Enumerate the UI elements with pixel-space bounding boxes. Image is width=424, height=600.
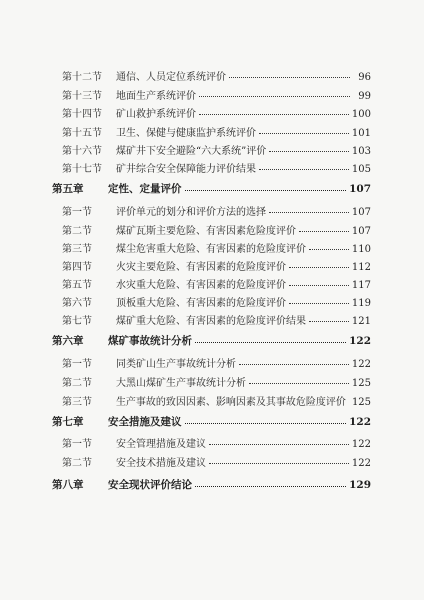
toc-chapter xyxy=(52,333,371,346)
toc-entry-number: 第四节 xyxy=(62,262,92,273)
toc-entry-page: 105 xyxy=(351,164,371,175)
toc-entry-page: 122 xyxy=(351,439,371,450)
toc-entry-number: 第十三节 xyxy=(62,91,102,102)
toc-entry-title: 通信、人员定位系统评价 xyxy=(116,72,226,83)
dot-leader xyxy=(289,285,349,286)
toc-entry xyxy=(52,454,371,467)
toc-entry-page: 121 xyxy=(351,316,371,327)
toc-entry-page: 103 xyxy=(351,146,371,157)
toc-entry-number: 第一节 xyxy=(62,359,92,370)
toc-entry-title: 安全管理措施及建议 xyxy=(116,439,206,450)
toc-entry-title: 煤矿井下安全避险“六大系统”评价 xyxy=(116,146,267,157)
toc-entry-page: 110 xyxy=(351,244,371,255)
toc-entry-title: 大黑山煤矿生产事故统计分析 xyxy=(116,378,246,389)
toc-chapter-number: 第八章 xyxy=(52,479,84,491)
toc-chapter-page: 107 xyxy=(349,183,371,195)
dot-leader xyxy=(199,96,350,97)
dot-leader xyxy=(289,267,349,268)
toc-entry-number: 第二节 xyxy=(62,378,92,389)
toc-entry-title: 矿山救护系统评价 xyxy=(116,109,196,120)
toc-entry xyxy=(52,374,371,387)
toc-entry-title: 安全技术措施及建议 xyxy=(116,458,206,469)
toc-entry-number: 第一节 xyxy=(62,439,92,450)
toc-entry-page: 107 xyxy=(351,207,371,218)
toc-entry-page: 125 xyxy=(351,378,371,389)
toc-entry xyxy=(52,142,371,155)
toc-entry-title: 矿井综合安全保障能力评价结果 xyxy=(116,164,256,175)
toc-entry xyxy=(52,160,371,173)
toc-entry xyxy=(52,222,371,235)
dot-leader xyxy=(289,303,349,304)
dot-leader xyxy=(249,383,349,384)
toc-entry xyxy=(52,68,371,81)
toc-entry-page: 125 xyxy=(351,397,372,408)
toc-chapter-number: 第五章 xyxy=(52,183,84,195)
toc-entry-number: 第三节 xyxy=(62,397,92,408)
toc-entry xyxy=(52,87,371,100)
toc-chapter-number: 第六章 xyxy=(52,335,84,347)
dot-leader xyxy=(269,151,349,152)
dot-leader xyxy=(209,444,349,445)
toc-entry-page: 107 xyxy=(351,226,371,237)
toc-entry-number: 第二节 xyxy=(62,458,92,469)
toc-entry-number: 第六节 xyxy=(62,298,92,309)
toc-entry-number: 第三节 xyxy=(62,244,92,255)
toc-chapter-title: 定性、定量评价 xyxy=(108,183,182,195)
toc-entry-title: 地面生产系统评价 xyxy=(116,91,196,102)
toc-entry xyxy=(52,355,371,368)
dot-leader xyxy=(269,212,349,213)
toc-chapter-page: 122 xyxy=(349,335,371,347)
dot-leader xyxy=(299,231,349,232)
toc-entry-title: 卫生、保健与健康监护系统评价 xyxy=(116,128,256,139)
toc-chapter xyxy=(52,414,371,427)
toc-entry xyxy=(52,240,371,253)
toc-chapter-title: 煤矿事故统计分析 xyxy=(108,335,192,347)
toc-entry-page: 101 xyxy=(351,128,371,139)
dot-leader xyxy=(239,364,349,365)
toc-entry-page: 99 xyxy=(358,91,371,102)
dot-leader xyxy=(259,133,349,134)
toc-entry-number: 第十六节 xyxy=(62,146,102,157)
toc-entry-page: 119 xyxy=(351,298,371,309)
toc-entry-number: 第十四节 xyxy=(62,109,102,120)
toc-entry xyxy=(52,435,371,448)
toc-entry-title: 火灾主要危险、有害因素的危险度评价 xyxy=(116,262,286,273)
toc-chapter-page: 129 xyxy=(349,479,371,491)
toc-chapter-page: 122 xyxy=(349,416,371,428)
toc-entry-page: 122 xyxy=(351,359,371,370)
toc-entry xyxy=(52,105,371,118)
toc-entry-title: 顶板重大危险、有害因素的危险度评价 xyxy=(116,298,286,309)
toc-chapter xyxy=(52,181,371,194)
toc-entry-title: 煤尘危害重大危险、有害因素的危险度评价 xyxy=(116,244,306,255)
toc-entry xyxy=(52,203,371,216)
toc-entry-title: 水灾重大危险、有害因素的危险度评价 xyxy=(116,280,286,291)
toc-entry xyxy=(52,312,371,325)
dot-leader xyxy=(259,169,349,170)
toc-entry xyxy=(52,276,371,289)
toc-entry-title: 生产事故的致因因素、影响因素及其事故危险度评价 xyxy=(115,397,346,408)
toc-chapter-number: 第七章 xyxy=(52,416,84,428)
dot-leader xyxy=(195,342,346,343)
dot-leader xyxy=(209,463,349,464)
toc-entry xyxy=(52,294,371,307)
dot-leader xyxy=(309,321,349,322)
toc-chapter xyxy=(52,477,371,490)
toc-entry-number: 第七节 xyxy=(62,316,92,327)
toc-entry-number: 第十七节 xyxy=(62,164,102,175)
toc-entry-number: 第十五节 xyxy=(62,128,102,139)
toc-entry-page: 122 xyxy=(351,458,371,469)
toc-entry-title: 评价单元的划分和评价方法的选择 xyxy=(116,207,266,218)
toc-entry xyxy=(52,393,371,406)
toc-entry-title: 煤矿瓦斯主要危险、有害因素危险度评价 xyxy=(116,226,296,237)
toc-entry-number: 第一节 xyxy=(62,207,92,218)
toc-chapter-title: 安全措施及建议 xyxy=(108,416,182,428)
toc-entry-page: 96 xyxy=(358,72,371,83)
dot-leader xyxy=(185,190,347,191)
toc-entry-title: 煤矿重大危险、有害因素的危险度评价结果 xyxy=(116,316,306,327)
dot-leader xyxy=(185,423,347,424)
dot-leader xyxy=(309,249,349,250)
toc-entry-page: 117 xyxy=(351,280,371,291)
toc-entry-number: 第五节 xyxy=(62,280,92,291)
toc-entry-number: 第二节 xyxy=(62,226,92,237)
toc-entry-number: 第十二节 xyxy=(62,72,102,83)
toc-entry xyxy=(52,258,371,271)
toc-entry xyxy=(52,124,371,137)
toc-entry-page: 100 xyxy=(351,109,371,120)
toc-entry-page: 112 xyxy=(351,262,371,273)
dot-leader xyxy=(199,114,349,115)
dot-leader xyxy=(229,77,350,78)
toc-chapter-title: 安全现状评价结论 xyxy=(108,479,192,491)
dot-leader xyxy=(195,486,346,487)
toc-entry-title: 同类矿山生产事故统计分析 xyxy=(116,359,236,370)
